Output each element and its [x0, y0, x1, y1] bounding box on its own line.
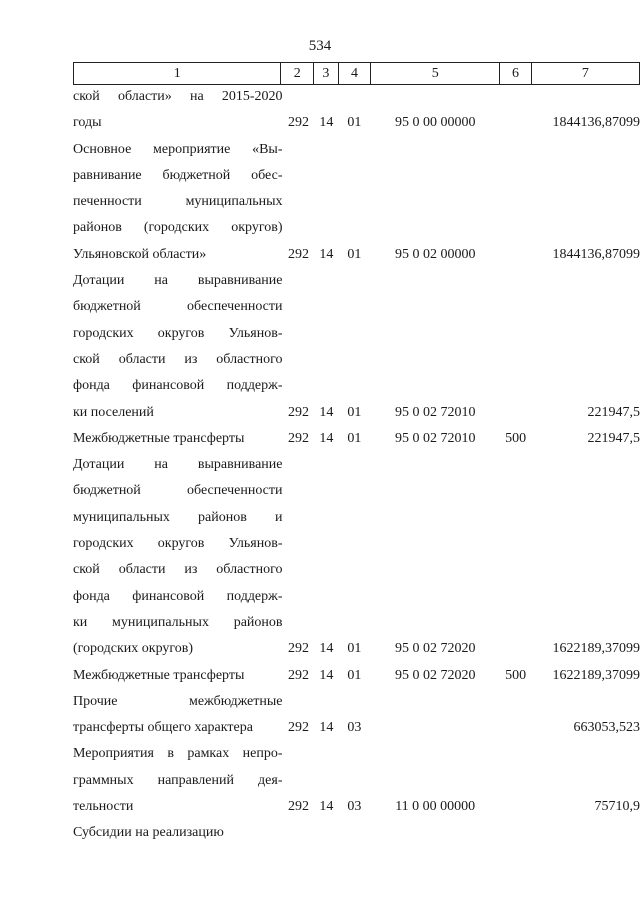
- table-row: [73, 741, 640, 820]
- section-code-cell: 14: [319, 115, 334, 131]
- target-article-cell: 95 0 00 00000: [394, 115, 476, 131]
- row-name-cell: [73, 426, 283, 452]
- expense-type-cell: [500, 820, 531, 846]
- column-header-6: 6: [500, 63, 532, 85]
- ministry-code-cell: 292: [287, 641, 309, 657]
- subsection-code-cell: 01: [347, 115, 362, 131]
- subsection-code-cell: [338, 820, 370, 846]
- target-article-cell: 95 0 02 00000: [394, 246, 476, 262]
- row-name-line: Дотации на выравнивание: [73, 273, 283, 289]
- subsection-code-cell: 01: [347, 667, 362, 683]
- section-code-cell: 14: [319, 799, 334, 815]
- row-name-line: фонда финансовой поддерж-: [73, 378, 283, 394]
- table-row: [73, 426, 640, 452]
- row-name-line: трансферты общего характера: [73, 720, 253, 736]
- amount-cell: [531, 820, 640, 846]
- column-header-table: [73, 62, 640, 85]
- row-name-cell: [73, 820, 283, 846]
- row-name-line: Мероприятия в рамках непро-: [73, 746, 283, 762]
- target-article-cell: 95 0 02 72020: [394, 641, 476, 657]
- budget-table-body: [73, 84, 640, 847]
- row-name-line: печенности муниципальных: [73, 194, 283, 210]
- row-name-line: Межбюджетные трансферты: [73, 430, 245, 446]
- row-name-line: тельности: [73, 799, 134, 815]
- subsection-code-cell: 03: [347, 720, 362, 736]
- column-header-3: 3: [314, 63, 339, 85]
- row-name-line: Ульяновской области»: [73, 246, 207, 262]
- column-header-row: [74, 63, 640, 85]
- column-header-1: 1: [74, 63, 281, 85]
- row-name-line: муниципальных районов и: [73, 509, 283, 525]
- section-code-cell: 14: [319, 667, 334, 683]
- target-article-cell: 95 0 02 72020: [394, 667, 476, 683]
- target-article-cell: 95 0 02 72010: [394, 404, 476, 420]
- page-number: 534: [308, 38, 332, 54]
- table-row: [73, 452, 640, 662]
- row-name-line: годы: [73, 115, 102, 131]
- table-row: [73, 689, 640, 742]
- ministry-code-cell: 292: [287, 115, 309, 131]
- row-name-cell: [73, 663, 283, 689]
- column-header-7: 7: [531, 63, 639, 85]
- row-name-line: Дотации на выравнивание: [73, 457, 283, 473]
- section-code-cell: 14: [319, 404, 334, 420]
- amount-cell: 75710,9: [594, 799, 640, 815]
- ministry-code-cell: 292: [287, 720, 309, 736]
- table-row: [73, 820, 640, 846]
- amount-cell: 1622189,37099: [552, 667, 640, 683]
- row-name-cell: [73, 689, 283, 742]
- row-name-line: ской области» на 2015-2020: [73, 89, 283, 104]
- row-name-cell: [73, 84, 283, 137]
- section-code-cell: 14: [319, 430, 334, 446]
- amount-cell: 1622189,37099: [552, 641, 640, 657]
- target-article-cell: 95 0 02 72010: [394, 430, 476, 446]
- amount-cell: 221947,5: [587, 430, 640, 446]
- column-header-2: 2: [281, 63, 314, 85]
- row-name-cell: [73, 741, 283, 820]
- row-name-line: Прочие межбюджетные: [73, 693, 283, 709]
- expense-type-cell: 500: [505, 667, 527, 683]
- row-name-line: городских округов Ульянов-: [73, 536, 283, 552]
- expense-type-cell: [500, 84, 531, 137]
- row-name-line: бюджетной обеспеченности: [73, 299, 283, 315]
- ministry-code-cell: 292: [287, 667, 309, 683]
- section-code-cell: 14: [319, 246, 334, 262]
- table-row: [73, 663, 640, 689]
- row-name-line: Основное мероприятие «Вы-: [73, 141, 283, 157]
- row-name-cell: [73, 268, 283, 426]
- row-name-line: граммных направлений дея-: [73, 772, 283, 788]
- row-name-line: равнивание бюджетной обес-: [73, 167, 283, 183]
- expense-type-cell: [500, 452, 531, 662]
- subsection-code-cell: 03: [347, 799, 362, 815]
- row-name-line: ской области из областного: [73, 351, 283, 367]
- expense-type-cell: 500: [505, 430, 527, 446]
- section-code-cell: 14: [319, 720, 334, 736]
- row-name-line: фонда финансовой поддерж-: [73, 588, 283, 604]
- amount-cell: 221947,5: [587, 404, 640, 420]
- row-name-line: бюджетной обеспеченности: [73, 483, 283, 499]
- amount-cell: 663053,523: [573, 720, 640, 736]
- row-name-line: Субсидии на реализацию: [73, 825, 224, 841]
- table-row: [73, 84, 640, 137]
- expense-type-cell: [500, 741, 531, 820]
- row-name-line: ки муниципальных районов: [73, 614, 283, 630]
- target-article-cell: [370, 689, 500, 742]
- table-row: [73, 268, 640, 426]
- section-code-cell: 14: [319, 641, 334, 657]
- amount-cell: 1844136,87099: [552, 246, 640, 262]
- expense-type-cell: [500, 689, 531, 742]
- row-name-line: Межбюджетные трансферты: [73, 667, 245, 683]
- row-name-line: городских округов Ульянов-: [73, 325, 283, 341]
- row-name-line: районов (городских округов): [73, 220, 283, 236]
- table-row: [73, 137, 640, 268]
- budget-table: [73, 84, 640, 847]
- subsection-code-cell: 01: [347, 430, 362, 446]
- column-header-5: 5: [371, 63, 500, 85]
- ministry-code-cell: 292: [287, 799, 309, 815]
- ministry-code-cell: 292: [287, 246, 309, 262]
- subsection-code-cell: 01: [347, 246, 362, 262]
- target-article-cell: [370, 820, 500, 846]
- expense-type-cell: [500, 137, 531, 268]
- ministry-code-cell: [283, 820, 315, 846]
- subsection-code-cell: 01: [347, 404, 362, 420]
- amount-cell: 1844136,87099: [552, 115, 640, 131]
- row-name-line: ки поселений: [73, 404, 154, 420]
- target-article-cell: 11 0 00 00000: [395, 799, 476, 815]
- row-name-cell: [73, 137, 283, 268]
- subsection-code-cell: 01: [347, 641, 362, 657]
- expense-type-cell: [500, 268, 531, 426]
- row-name-line: (городских округов): [73, 641, 194, 657]
- column-header-4: 4: [338, 63, 371, 85]
- row-name-line: ской области из областного: [73, 562, 283, 578]
- section-code-cell: [314, 820, 338, 846]
- row-name-cell: [73, 452, 283, 662]
- ministry-code-cell: 292: [287, 430, 309, 446]
- ministry-code-cell: 292: [287, 404, 309, 420]
